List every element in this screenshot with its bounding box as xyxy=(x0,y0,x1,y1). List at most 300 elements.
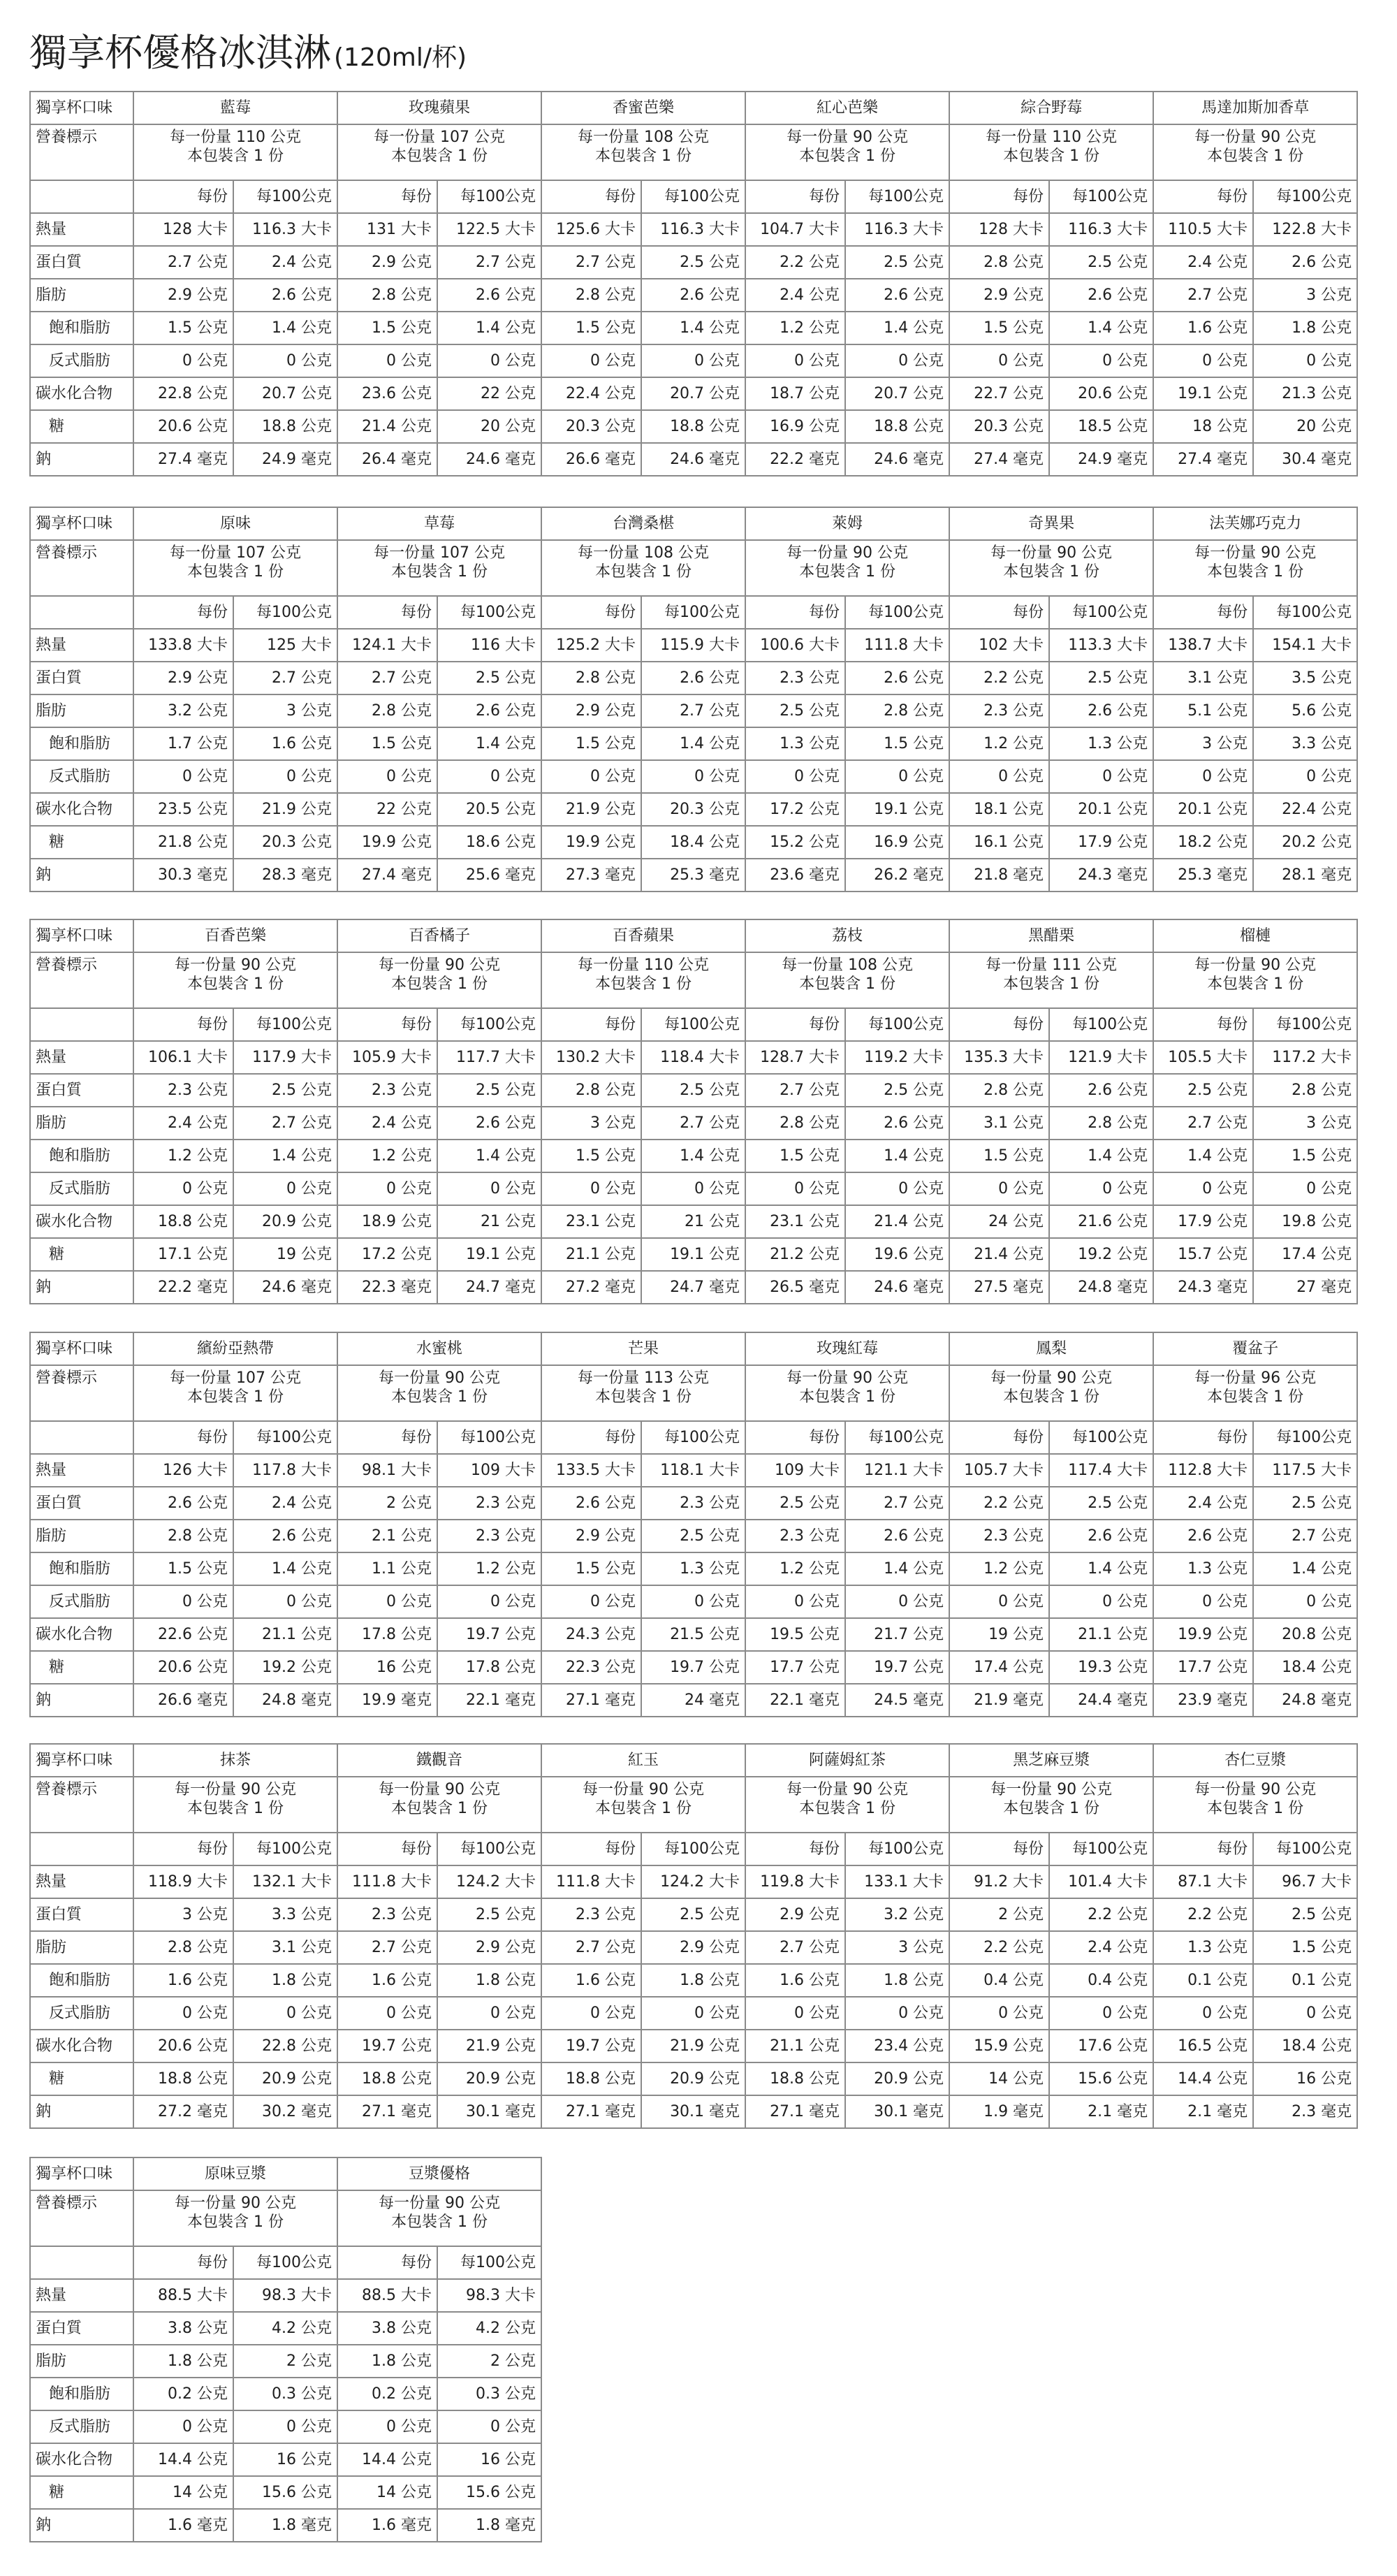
package-note: 本包裝含 1 份 xyxy=(187,563,284,581)
nutrient-label: 碳水化合物 xyxy=(30,377,133,410)
per-serving-header: 每份 xyxy=(745,1833,845,1865)
value-per-serving: 2.8 公克 xyxy=(337,694,437,727)
nutrient-label: 糖 xyxy=(30,1238,133,1271)
value-per-100g: 19.7 公克 xyxy=(437,1618,541,1651)
value-per-100g: 28.1 毫克 xyxy=(1253,859,1357,892)
per-100g-header: 每100公克 xyxy=(1049,596,1153,629)
serving-size: 每一份量 90 公克 xyxy=(379,956,501,974)
value-per-serving: 1.5 公克 xyxy=(133,312,233,344)
nutrient-label: 碳水化合物 xyxy=(30,793,133,826)
value-per-serving: 16.1 公克 xyxy=(949,826,1049,859)
nutrient-row xyxy=(30,1865,1357,1898)
value-per-serving: 111.8 大卡 xyxy=(541,1865,641,1898)
nutrient-row xyxy=(30,629,1357,662)
value-per-100g: 2.7 公克 xyxy=(845,1487,949,1520)
value-per-100g: 2.5 公克 xyxy=(641,246,745,279)
value-per-100g: 21.1 公克 xyxy=(1049,1618,1153,1651)
value-per-100g: 22.4 公克 xyxy=(1253,793,1357,826)
value-per-100g: 116.3 大卡 xyxy=(1049,213,1153,246)
value-per-100g: 24 毫克 xyxy=(641,1684,745,1717)
value-per-serving: 2.9 公克 xyxy=(133,279,233,312)
value-per-serving: 14.4 公克 xyxy=(337,2443,437,2476)
flavor-name: 香蜜芭樂 xyxy=(541,92,745,124)
nutrient-label: 鈉 xyxy=(30,859,133,892)
value-per-100g: 15.6 公克 xyxy=(1049,2062,1153,2095)
value-per-100g: 0.4 公克 xyxy=(1049,1964,1153,1997)
value-per-100g: 2.5 公克 xyxy=(641,1520,745,1552)
per-serving-header: 每份 xyxy=(541,1008,641,1041)
value-per-serving: 2.4 公克 xyxy=(1153,1487,1253,1520)
serving-size: 每一份量 107 公克 xyxy=(170,1369,301,1387)
nutrient-label: 脂肪 xyxy=(30,279,133,312)
value-per-100g: 113.3 大卡 xyxy=(1049,629,1153,662)
value-per-serving: 2.8 公克 xyxy=(541,662,641,694)
value-per-100g: 0 公克 xyxy=(641,1172,745,1205)
value-per-100g: 19.2 公克 xyxy=(1049,1238,1153,1271)
value-per-serving: 2.4 公克 xyxy=(745,279,845,312)
flavor-name: 法芙娜巧克力 xyxy=(1153,507,1357,540)
value-per-100g: 2.5 公克 xyxy=(437,662,541,694)
flavor-header-label: 獨享杯口味 xyxy=(30,919,133,952)
value-per-100g: 1.4 公克 xyxy=(233,1552,337,1585)
value-per-serving: 0 公克 xyxy=(133,2410,233,2443)
flavor-name: 紅心芭樂 xyxy=(745,92,949,124)
value-per-100g: 2.5 公克 xyxy=(233,1074,337,1107)
value-per-serving: 2.2 公克 xyxy=(1153,1898,1253,1931)
per-serving-header: 每份 xyxy=(1153,1421,1253,1454)
serving-info xyxy=(745,952,949,1008)
flavor-name: 抹茶 xyxy=(133,1744,337,1777)
per-serving-header: 每份 xyxy=(949,1833,1049,1865)
value-per-serving: 0 公克 xyxy=(337,1585,437,1618)
value-per-100g: 0 公克 xyxy=(845,344,949,377)
value-per-serving: 0 公克 xyxy=(1153,1585,1253,1618)
value-per-serving: 18.2 公克 xyxy=(1153,826,1253,859)
value-per-100g: 3 公克 xyxy=(845,1931,949,1964)
value-per-100g: 98.3 大卡 xyxy=(437,2279,541,2312)
nutrient-label: 飽和脂肪 xyxy=(30,727,133,760)
nutrient-row xyxy=(30,2378,541,2410)
value-per-serving: 27.1 毫克 xyxy=(745,2095,845,2128)
nutrient-row xyxy=(30,377,1357,410)
value-per-100g: 2.6 公克 xyxy=(1049,694,1153,727)
value-per-serving: 24.3 公克 xyxy=(541,1618,641,1651)
value-per-100g: 4.2 公克 xyxy=(233,2312,337,2345)
value-per-serving: 1.2 公克 xyxy=(745,1552,845,1585)
value-per-100g: 117.2 大卡 xyxy=(1253,1041,1357,1074)
value-per-serving: 3.2 公克 xyxy=(133,694,233,727)
value-per-100g: 24.7 毫克 xyxy=(641,1271,745,1304)
value-per-100g: 121.9 大卡 xyxy=(1049,1041,1153,1074)
value-per-100g: 117.4 大卡 xyxy=(1049,1454,1153,1487)
value-per-serving: 22.2 毫克 xyxy=(745,443,845,476)
per-100g-header: 每100公克 xyxy=(845,1421,949,1454)
value-per-100g: 115.9 大卡 xyxy=(641,629,745,662)
value-per-100g: 21.9 公克 xyxy=(641,2030,745,2062)
value-per-serving: 27.4 毫克 xyxy=(337,859,437,892)
value-per-serving: 17.2 公克 xyxy=(337,1238,437,1271)
value-per-100g: 0 公克 xyxy=(437,1997,541,2030)
nutrient-row xyxy=(30,279,1357,312)
value-per-serving: 17.8 公克 xyxy=(337,1618,437,1651)
nutrient-label: 脂肪 xyxy=(30,694,133,727)
value-per-100g: 2.5 公克 xyxy=(1049,246,1153,279)
value-per-100g: 3.2 公克 xyxy=(845,1898,949,1931)
value-per-100g: 2.9 公克 xyxy=(641,1931,745,1964)
per-100g-header: 每100公克 xyxy=(233,1008,337,1041)
unit-row xyxy=(30,1421,1357,1454)
value-per-serving: 110.5 大卡 xyxy=(1153,213,1253,246)
nutrient-row xyxy=(30,1041,1357,1074)
value-per-serving: 2.8 公克 xyxy=(541,279,641,312)
nutrient-row xyxy=(30,760,1357,793)
value-per-serving: 0 公克 xyxy=(541,1172,641,1205)
value-per-serving: 3.1 公克 xyxy=(1153,662,1253,694)
value-per-100g: 1.8 毫克 xyxy=(233,2509,337,2542)
nutrition-header-label: 營養標示 xyxy=(30,540,133,596)
value-per-serving: 27.1 毫克 xyxy=(337,2095,437,2128)
value-per-100g: 1.2 公克 xyxy=(437,1552,541,1585)
blank-cell xyxy=(30,596,133,629)
value-per-100g: 0 公克 xyxy=(1049,1997,1153,2030)
value-per-100g: 2.6 公克 xyxy=(845,279,949,312)
value-per-100g: 19.7 公克 xyxy=(641,1651,745,1684)
package-note: 本包裝含 1 份 xyxy=(595,1800,692,1817)
value-per-serving: 2.2 公克 xyxy=(745,246,845,279)
value-per-100g: 24.9 毫克 xyxy=(1049,443,1153,476)
value-per-100g: 2.3 毫克 xyxy=(1253,2095,1357,2128)
value-per-100g: 20.5 公克 xyxy=(437,793,541,826)
nutrient-label: 蛋白質 xyxy=(30,1074,133,1107)
value-per-serving: 17.4 公克 xyxy=(949,1651,1049,1684)
value-per-serving: 0 公克 xyxy=(745,1172,845,1205)
per-100g-header: 每100公克 xyxy=(437,1421,541,1454)
serving-info xyxy=(133,952,337,1008)
serving-info xyxy=(745,1365,949,1421)
value-per-serving: 0.1 公克 xyxy=(1153,1964,1253,1997)
value-per-100g: 17.4 公克 xyxy=(1253,1238,1357,1271)
nutrient-row xyxy=(30,1684,1357,1717)
value-per-serving: 18.9 公克 xyxy=(337,1205,437,1238)
value-per-serving: 1.5 公克 xyxy=(337,312,437,344)
per-serving-header: 每份 xyxy=(1153,596,1253,629)
value-per-serving: 1.2 公克 xyxy=(949,1552,1049,1585)
value-per-serving: 2.8 公克 xyxy=(949,1074,1049,1107)
package-note: 本包裝含 1 份 xyxy=(1003,1388,1100,1406)
nutrient-label: 熱量 xyxy=(30,629,133,662)
serving-info xyxy=(1153,1365,1357,1421)
per-serving-header: 每份 xyxy=(541,180,641,213)
value-per-serving: 0 公克 xyxy=(337,1997,437,2030)
value-per-100g: 25.6 毫克 xyxy=(437,859,541,892)
per-100g-header: 每100公克 xyxy=(1253,180,1357,213)
serving-info xyxy=(133,124,337,180)
nutrient-row xyxy=(30,213,1357,246)
package-note: 本包裝含 1 份 xyxy=(799,147,896,165)
value-per-100g: 23.4 公克 xyxy=(845,2030,949,2062)
unit-row xyxy=(30,1833,1357,1865)
nutrient-row xyxy=(30,1172,1357,1205)
value-per-serving: 2.8 公克 xyxy=(337,279,437,312)
value-per-100g: 16 公克 xyxy=(233,2443,337,2476)
value-per-100g: 2.5 公克 xyxy=(437,1074,541,1107)
value-per-serving: 0 公克 xyxy=(541,760,641,793)
value-per-100g: 20 公克 xyxy=(437,410,541,443)
value-per-100g: 2.6 公克 xyxy=(1049,279,1153,312)
value-per-100g: 18.8 公克 xyxy=(641,410,745,443)
value-per-serving: 0 公克 xyxy=(337,344,437,377)
package-note: 本包裝含 1 份 xyxy=(1003,1800,1100,1817)
nutrient-label: 反式脂肪 xyxy=(30,1172,133,1205)
value-per-serving: 1.6 毫克 xyxy=(337,2509,437,2542)
value-per-serving: 1.6 公克 xyxy=(541,1964,641,1997)
per-100g-header: 每100公克 xyxy=(1253,596,1357,629)
serving-row xyxy=(30,2190,541,2246)
value-per-serving: 22.2 毫克 xyxy=(133,1271,233,1304)
value-per-serving: 24.3 毫克 xyxy=(1153,1271,1253,1304)
value-per-100g: 2.6 公克 xyxy=(1049,1074,1153,1107)
nutrition-table xyxy=(29,91,1358,476)
nutrient-label: 糖 xyxy=(30,410,133,443)
value-per-100g: 0 公克 xyxy=(641,1585,745,1618)
value-per-100g: 2.6 公克 xyxy=(437,1107,541,1140)
value-per-100g: 1.4 公克 xyxy=(1049,1552,1153,1585)
value-per-serving: 20.3 公克 xyxy=(541,410,641,443)
value-per-100g: 1.4 公克 xyxy=(1049,1140,1153,1172)
value-per-100g: 20.3 公克 xyxy=(641,793,745,826)
value-per-100g: 2.6 公克 xyxy=(233,279,337,312)
serving-info xyxy=(541,1365,745,1421)
serving-info xyxy=(1153,1777,1357,1833)
value-per-serving: 1.5 公克 xyxy=(949,312,1049,344)
value-per-serving: 2.9 公克 xyxy=(337,246,437,279)
nutrient-row xyxy=(30,2279,541,2312)
package-note: 本包裝含 1 份 xyxy=(799,1388,896,1406)
value-per-serving: 2.6 公克 xyxy=(133,1487,233,1520)
value-per-serving: 22.4 公克 xyxy=(541,377,641,410)
value-per-serving: 0 公克 xyxy=(1153,344,1253,377)
value-per-serving: 2.5 公克 xyxy=(745,694,845,727)
value-per-100g: 17.6 公克 xyxy=(1049,2030,1153,2062)
value-per-serving: 2.9 公克 xyxy=(133,662,233,694)
value-per-serving: 2.4 公克 xyxy=(133,1107,233,1140)
per-serving-header: 每份 xyxy=(133,596,233,629)
value-per-serving: 17.7 公克 xyxy=(1153,1651,1253,1684)
value-per-100g: 3.1 公克 xyxy=(233,1931,337,1964)
nutrient-row xyxy=(30,1205,1357,1238)
nutrient-row xyxy=(30,1454,1357,1487)
per-serving-header: 每份 xyxy=(133,1833,233,1865)
value-per-serving: 0 公克 xyxy=(745,344,845,377)
value-per-serving: 21.9 公克 xyxy=(541,793,641,826)
serving-size: 每一份量 108 公克 xyxy=(578,544,710,562)
value-per-serving: 1.6 公克 xyxy=(133,1964,233,1997)
serving-info xyxy=(1153,540,1357,596)
nutrient-row xyxy=(30,1585,1357,1618)
value-per-serving: 0 公克 xyxy=(541,344,641,377)
serving-info xyxy=(949,1365,1153,1421)
per-serving-header: 每份 xyxy=(745,1421,845,1454)
value-per-serving: 2.7 公克 xyxy=(541,246,641,279)
value-per-serving: 0 公克 xyxy=(541,1997,641,2030)
value-per-serving: 1.5 公克 xyxy=(541,1552,641,1585)
value-per-100g: 0 公克 xyxy=(1253,1585,1357,1618)
value-per-100g: 19.1 公克 xyxy=(845,793,949,826)
package-note: 本包裝含 1 份 xyxy=(1207,1388,1304,1406)
serving-info xyxy=(1153,124,1357,180)
serving-info xyxy=(745,124,949,180)
nutrient-label: 飽和脂肪 xyxy=(30,312,133,344)
nutrient-label: 鈉 xyxy=(30,443,133,476)
value-per-serving: 2.9 公克 xyxy=(949,279,1049,312)
value-per-serving: 2.1 公克 xyxy=(337,1520,437,1552)
value-per-serving: 22.1 毫克 xyxy=(745,1684,845,1717)
value-per-serving: 14 公克 xyxy=(949,2062,1049,2095)
value-per-serving: 25.3 毫克 xyxy=(1153,859,1253,892)
nutrient-row xyxy=(30,410,1357,443)
flavor-name: 台灣桑椹 xyxy=(541,507,745,540)
flavor-header-label: 獨享杯口味 xyxy=(30,1744,133,1777)
value-per-100g: 24.9 毫克 xyxy=(233,443,337,476)
value-per-serving: 128.7 大卡 xyxy=(745,1041,845,1074)
value-per-100g: 18.5 公克 xyxy=(1049,410,1153,443)
flavor-name: 萊姆 xyxy=(745,507,949,540)
value-per-serving: 2.4 公克 xyxy=(1153,246,1253,279)
blank-cell xyxy=(30,2246,133,2279)
nutrient-label: 糖 xyxy=(30,2062,133,2095)
value-per-serving: 14 公克 xyxy=(133,2476,233,2509)
per-serving-header: 每份 xyxy=(133,1421,233,1454)
value-per-100g: 2.3 公克 xyxy=(437,1487,541,1520)
value-per-100g: 117.7 大卡 xyxy=(437,1041,541,1074)
per-serving-header: 每份 xyxy=(337,1833,437,1865)
nutrient-row xyxy=(30,1107,1357,1140)
value-per-serving: 19 公克 xyxy=(949,1618,1049,1651)
value-per-100g: 2.6 公克 xyxy=(233,1520,337,1552)
package-note: 本包裝含 1 份 xyxy=(187,1800,284,1817)
per-serving-header: 每份 xyxy=(337,1421,437,1454)
value-per-100g: 21 公克 xyxy=(437,1205,541,1238)
value-per-100g: 16 公克 xyxy=(1253,2062,1357,2095)
nutrient-label: 糖 xyxy=(30,1651,133,1684)
value-per-100g: 24.3 毫克 xyxy=(1049,859,1153,892)
value-per-100g: 2 公克 xyxy=(437,2345,541,2378)
nutrient-label: 碳水化合物 xyxy=(30,1205,133,1238)
serving-size: 每一份量 90 公克 xyxy=(990,1369,1113,1387)
per-100g-header: 每100公克 xyxy=(233,1833,337,1865)
value-per-serving: 27.4 毫克 xyxy=(949,443,1049,476)
value-per-serving: 15.2 公克 xyxy=(745,826,845,859)
value-per-serving: 0 公克 xyxy=(745,760,845,793)
nutrient-label: 飽和脂肪 xyxy=(30,1140,133,1172)
value-per-serving: 1.6 公克 xyxy=(745,1964,845,1997)
flavor-name: 鐵觀音 xyxy=(337,1744,541,1777)
value-per-100g: 19.1 公克 xyxy=(641,1238,745,1271)
flavor-name: 玫瑰蘋果 xyxy=(337,92,541,124)
flavor-header-row xyxy=(30,92,1357,124)
flavor-name: 芒果 xyxy=(541,1332,745,1365)
value-per-serving: 118.9 大卡 xyxy=(133,1865,233,1898)
value-per-100g: 2.9 公克 xyxy=(437,1931,541,1964)
value-per-serving: 87.1 大卡 xyxy=(1153,1865,1253,1898)
value-per-serving: 2.7 公克 xyxy=(745,1931,845,1964)
value-per-100g: 22.8 公克 xyxy=(233,2030,337,2062)
per-100g-header: 每100公克 xyxy=(233,1421,337,1454)
nutrient-row xyxy=(30,1552,1357,1585)
value-per-serving: 16.5 公克 xyxy=(1153,2030,1253,2062)
value-per-100g: 0 公克 xyxy=(437,1585,541,1618)
value-per-100g: 21.9 公克 xyxy=(233,793,337,826)
value-per-serving: 0.2 公克 xyxy=(133,2378,233,2410)
value-per-serving: 18.8 公克 xyxy=(133,1205,233,1238)
value-per-serving: 0 公克 xyxy=(949,344,1049,377)
value-per-100g: 0 公克 xyxy=(1253,1172,1357,1205)
per-serving-header: 每份 xyxy=(745,180,845,213)
value-per-serving: 2.7 公克 xyxy=(133,246,233,279)
nutrient-row xyxy=(30,1487,1357,1520)
nutrition-header-label: 營養標示 xyxy=(30,1777,133,1833)
package-note: 本包裝含 1 份 xyxy=(187,2213,284,2231)
value-per-serving: 128 大卡 xyxy=(949,213,1049,246)
value-per-100g: 117.9 大卡 xyxy=(233,1041,337,1074)
per-serving-header: 每份 xyxy=(337,2246,437,2279)
value-per-serving: 26.5 毫克 xyxy=(745,1271,845,1304)
nutrient-row xyxy=(30,1997,1357,2030)
value-per-100g: 21.3 公克 xyxy=(1253,377,1357,410)
nutrient-row xyxy=(30,2095,1357,2128)
nutrient-label: 熱量 xyxy=(30,1865,133,1898)
value-per-serving: 18.8 公克 xyxy=(541,2062,641,2095)
nutrient-label: 鈉 xyxy=(30,2509,133,2542)
per-100g-header: 每100公克 xyxy=(437,1833,541,1865)
value-per-serving: 100.6 大卡 xyxy=(745,629,845,662)
per-100g-header: 每100公克 xyxy=(845,1833,949,1865)
serving-info xyxy=(541,540,745,596)
value-per-serving: 0 公克 xyxy=(337,1172,437,1205)
subtitle-text: (120ml/杯) xyxy=(334,43,467,72)
value-per-serving: 23.1 公克 xyxy=(541,1205,641,1238)
value-per-serving: 125.6 大卡 xyxy=(541,213,641,246)
value-per-serving: 0 公克 xyxy=(337,760,437,793)
title-text: 獨享杯優格冰淇淋 xyxy=(29,31,331,75)
flavor-name: 百香蘋果 xyxy=(541,919,745,952)
package-note: 本包裝含 1 份 xyxy=(187,1388,284,1406)
value-per-serving: 3.8 公克 xyxy=(133,2312,233,2345)
value-per-100g: 20 公克 xyxy=(1253,410,1357,443)
value-per-serving: 18.8 公克 xyxy=(337,2062,437,2095)
serving-info xyxy=(1153,952,1357,1008)
value-per-100g: 5.6 公克 xyxy=(1253,694,1357,727)
per-serving-header: 每份 xyxy=(133,1008,233,1041)
flavor-name: 覆盆子 xyxy=(1153,1332,1357,1365)
nutrient-row xyxy=(30,2410,541,2443)
value-per-100g: 0 公克 xyxy=(233,760,337,793)
value-per-serving: 2.3 公克 xyxy=(133,1074,233,1107)
serving-info xyxy=(133,1365,337,1421)
serving-info xyxy=(133,540,337,596)
value-per-100g: 116.3 大卡 xyxy=(845,213,949,246)
value-per-100g: 2.6 公克 xyxy=(641,662,745,694)
value-per-serving: 2.8 公克 xyxy=(133,1931,233,1964)
value-per-100g: 2.6 公克 xyxy=(437,279,541,312)
serving-size: 每一份量 110 公克 xyxy=(986,129,1118,146)
value-per-100g: 19.7 公克 xyxy=(845,1651,949,1684)
value-per-serving: 1.5 公克 xyxy=(337,727,437,760)
value-per-serving: 2.8 公克 xyxy=(745,1107,845,1140)
nutrient-label: 蛋白質 xyxy=(30,1487,133,1520)
nutrient-row xyxy=(30,1520,1357,1552)
value-per-100g: 1.8 毫克 xyxy=(437,2509,541,2542)
